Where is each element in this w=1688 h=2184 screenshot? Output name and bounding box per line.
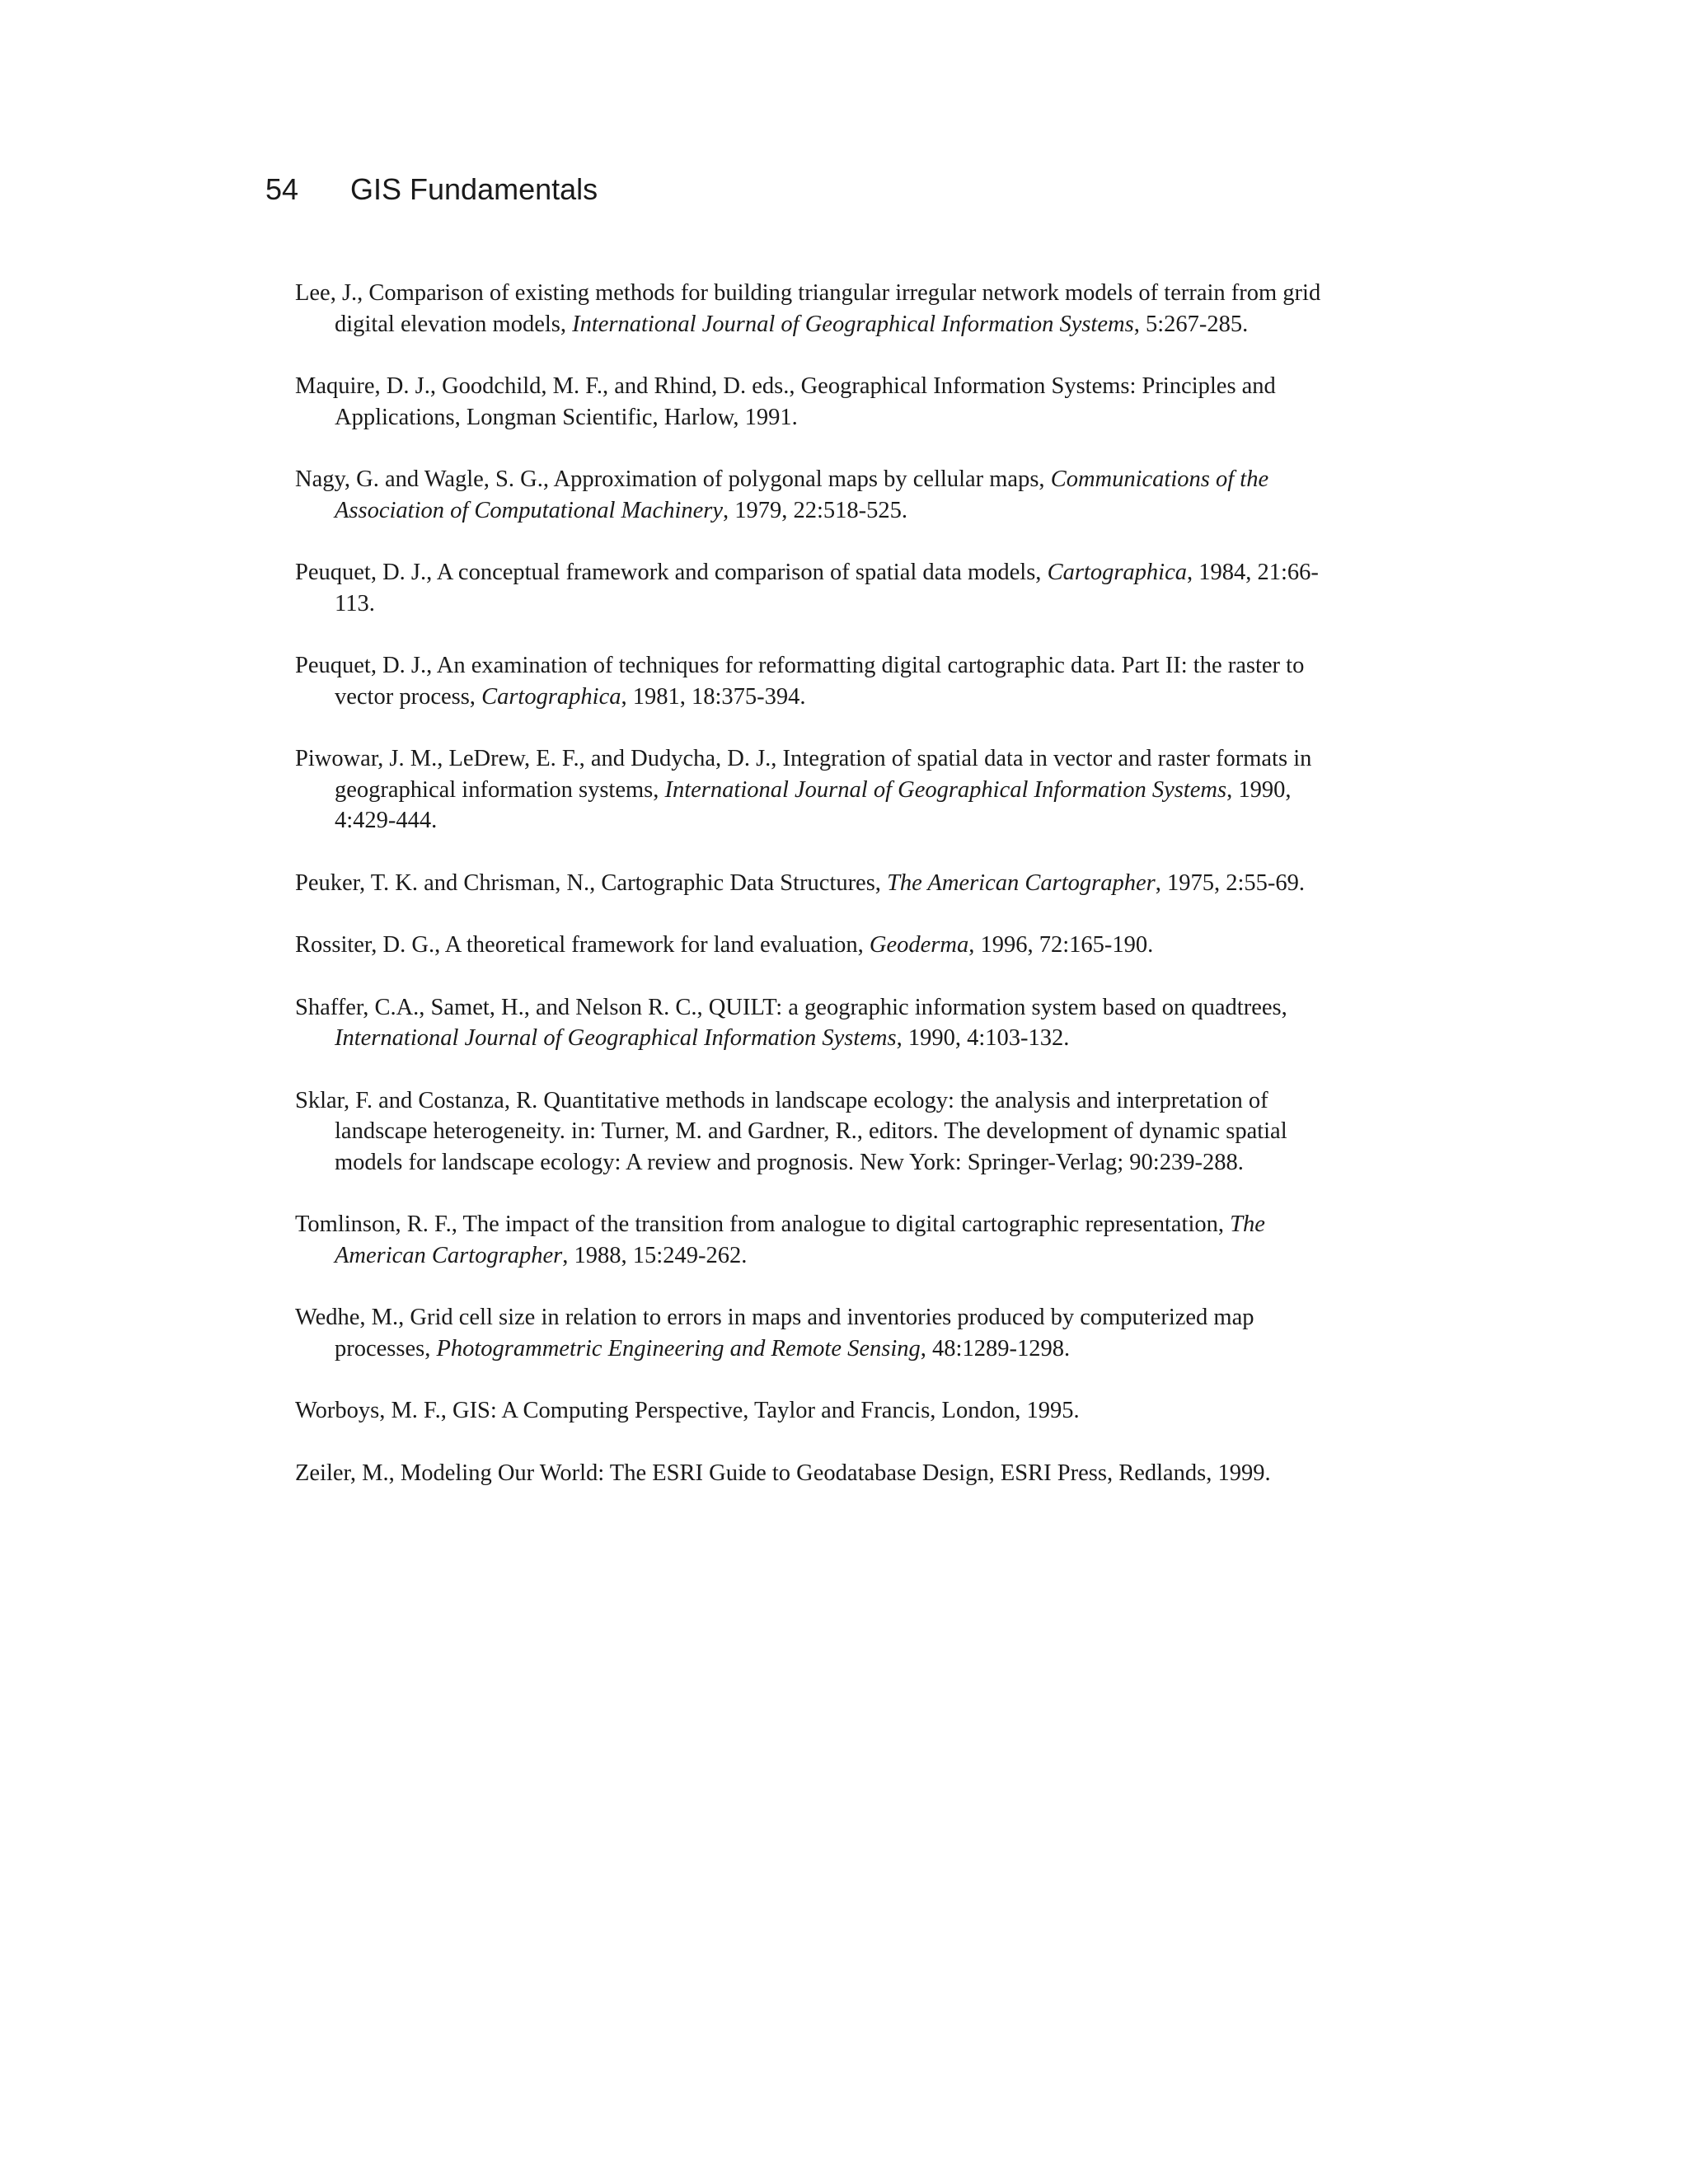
reference-entry xyxy=(295,743,1325,837)
book-title: GIS Fundamentals xyxy=(350,172,598,206)
reference-entry xyxy=(295,464,1325,526)
reference-text: Zeiler, M., Modeling Our World: The ESRI Guide to Geodatabase Design, ESRI Press, Redlands, 1999. xyxy=(295,1460,1271,1486)
reference-text: Peuquet, D. J., A conceptual framework and comparison of spatial data models, xyxy=(295,560,1048,585)
reference-entry xyxy=(295,650,1325,712)
reference-entry xyxy=(295,930,1325,961)
reference-journal: Photogrammetric Engineering and Remote Sensing xyxy=(436,1335,921,1361)
reference-details: , 48:1289-1298. xyxy=(920,1335,1071,1361)
reference-text: Lee, J., Comparison of existing methods for building triangular irregular network models of terrain from grid digital elevation models, xyxy=(295,280,1321,337)
reference-details: , 1990, 4:103-132. xyxy=(896,1025,1070,1051)
reference-details: , 1979, 22:518-525. xyxy=(723,497,908,523)
running-header xyxy=(265,170,598,209)
reference-entry xyxy=(295,371,1325,433)
reference-entry xyxy=(295,1085,1325,1179)
reference-journal: The American Cartographer xyxy=(335,1212,1265,1268)
reference-entry xyxy=(295,1209,1325,1271)
reference-journal: The American Cartographer xyxy=(887,869,1156,896)
reference-details: , 5:267-285. xyxy=(1133,311,1249,337)
reference-journal: Cartographica xyxy=(481,683,621,710)
reference-text: Piwowar, J. M., LeDrew, E. F., and Dudycha, D. J., Integration of spatial data in vector and raster formats in geographical information systems, xyxy=(295,746,1312,803)
reference-entry xyxy=(295,868,1325,899)
reference-journal: Cartographica xyxy=(1047,560,1187,585)
reference-entry xyxy=(295,557,1325,619)
reference-details: , 1975, 2:55-69. xyxy=(1155,869,1305,896)
reference-entry xyxy=(295,992,1325,1054)
reference-details: , 1988, 15:249-262. xyxy=(562,1242,748,1268)
reference-text: Peuquet, D. J., An examination of techniques for reformatting digital cartographic data. Part II: the raster to vector process, xyxy=(295,653,1305,710)
reference-journal: Communications of the Association of Computational Machinery xyxy=(335,466,1269,523)
reference-journal: International Journal of Geographical Information Systems xyxy=(664,776,1227,803)
page-number: 54 xyxy=(265,172,299,206)
reference-details: , 1984, 21:66-113. xyxy=(335,560,1319,616)
reference-text: Tomlinson, R. F., The impact of the transition from analogue to digital cartographic representation, xyxy=(295,1212,1231,1237)
reference-text: Shaffer, C.A., Samet, H., and Nelson R. C., QUILT: a geographic information system based on quadtrees, xyxy=(295,994,1287,1020)
reference-details: , 1990, 4:429-444. xyxy=(335,776,1292,833)
reference-text: Worboys, M. F., GIS: A Computing Perspective, Taylor and Francis, London, 1995. xyxy=(295,1398,1080,1423)
reference-journal: International Journal of Geographical Information Systems xyxy=(572,311,1134,337)
reference-journal: Geoderma xyxy=(869,932,969,958)
reference-list xyxy=(295,278,1325,1520)
reference-text: Nagy, G. and Wagle, S. G., Approximation of polygonal maps by cellular maps, xyxy=(295,466,1051,492)
reference-journal: International Journal of Geographical Information Systems xyxy=(335,1025,897,1051)
reference-text: Rossiter, D. G., A theoretical framework for land evaluation, xyxy=(295,932,870,958)
reference-entry xyxy=(295,278,1325,340)
reference-details: , 1996, 72:165-190. xyxy=(968,932,1154,958)
reference-entry xyxy=(295,1395,1325,1427)
reference-details: , 1981, 18:375-394. xyxy=(621,683,806,710)
reference-entry xyxy=(295,1458,1325,1489)
reference-text: Peuker, T. K. and Chrisman, N., Cartographic Data Structures, xyxy=(295,869,888,896)
reference-text: Maquire, D. J., Goodchild, M. F., and Rhind, D. eds., Geographical Information Systems: Principles and Applications, Longman Scientific, Harlow, 1991. xyxy=(295,373,1276,430)
reference-text: Wedhe, M., Grid cell size in relation to errors in maps and inventories produced by computerized map processes, xyxy=(295,1305,1254,1361)
reference-entry xyxy=(295,1302,1325,1364)
reference-text: Sklar, F. and Costanza, R. Quantitative methods in landscape ecology: the analysis and interpretation of landscape heterogeneity. in: Turner, M. and Gardner, R., editors. The development of dynamic spatial models for landscape ecology: A review and prognosis. New York: Springer-Verlag; 90:239-288. xyxy=(295,1087,1287,1175)
